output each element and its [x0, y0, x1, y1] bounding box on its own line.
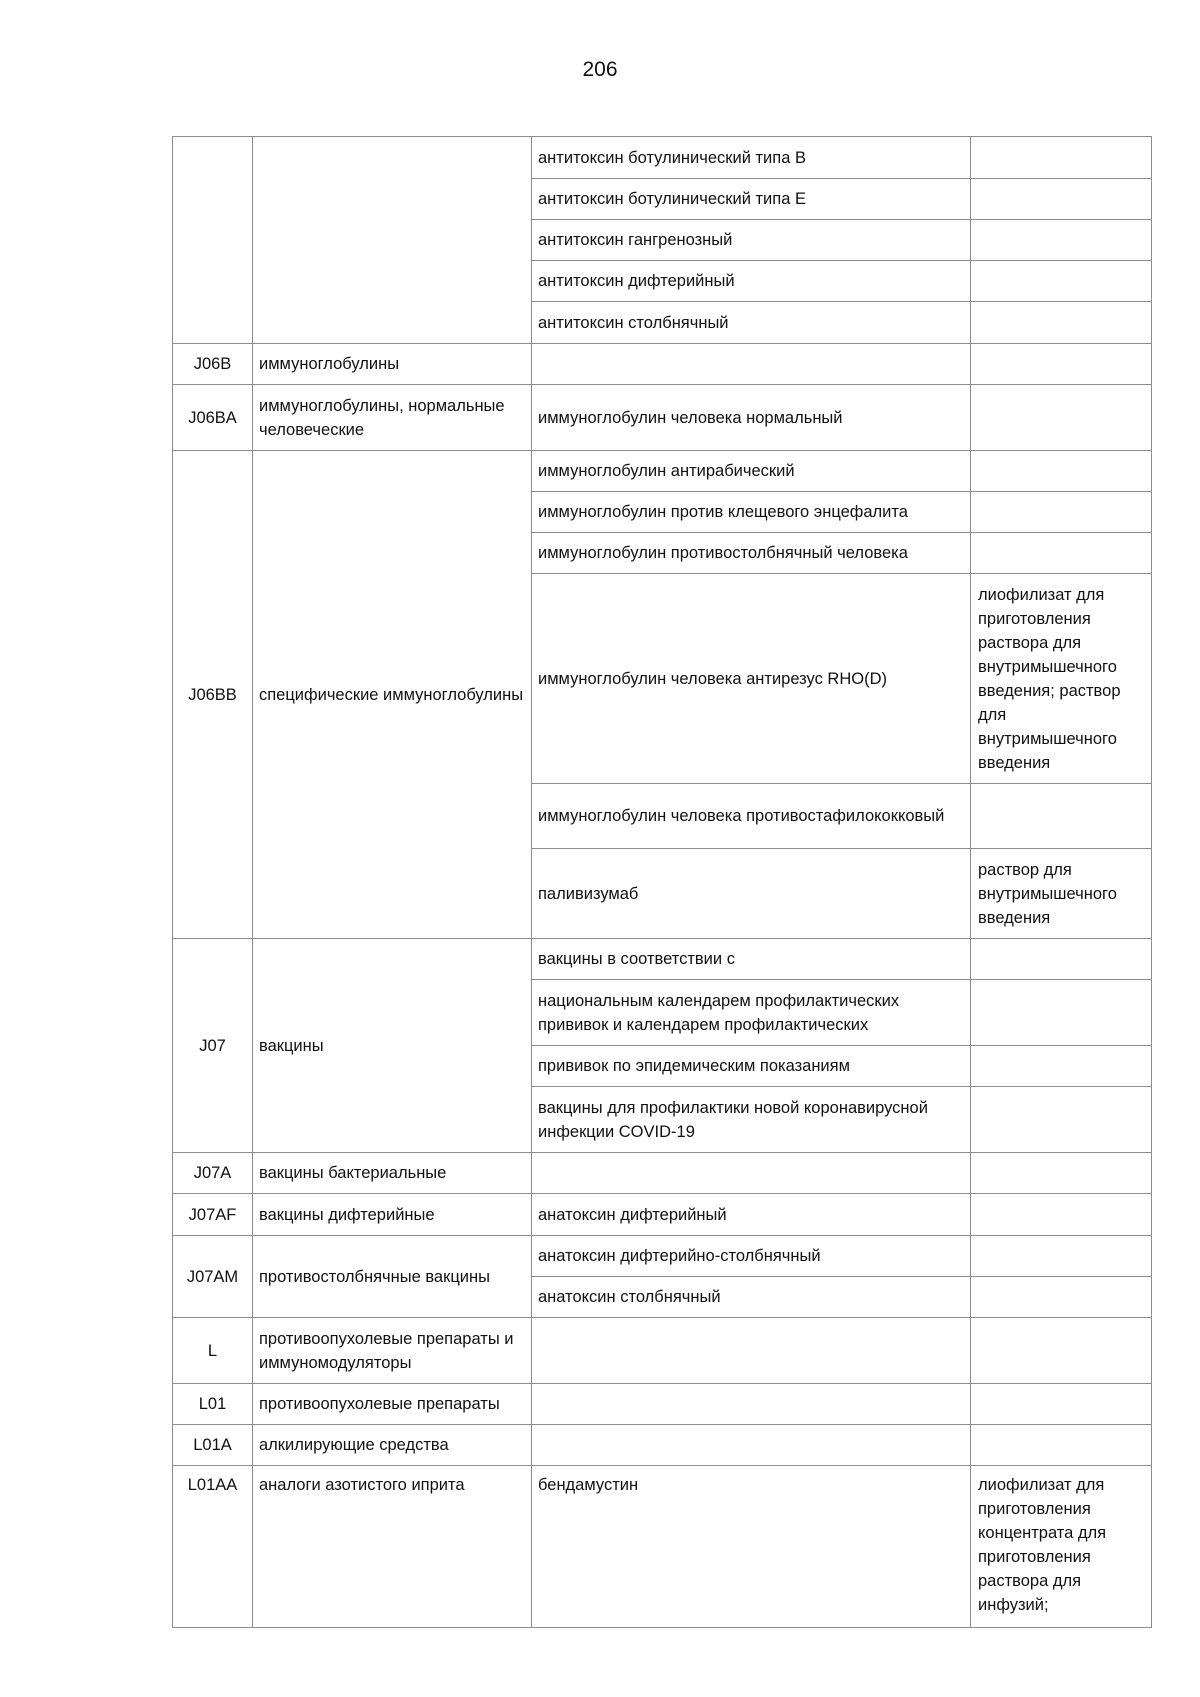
table-row [173, 1153, 1152, 1194]
table-row [173, 1425, 1152, 1466]
code-cell: J06BA [173, 385, 253, 451]
form-cell [971, 533, 1152, 574]
drug-cell: вакцины для профилактики новой коронавирусной инфекции COVID-19 [532, 1087, 971, 1153]
group-name-cell: вакцины [253, 939, 532, 1153]
code-cell: J07AM [173, 1236, 253, 1318]
drug-cell: иммуноглобулин человека противостафилококковый [532, 784, 971, 849]
group-name-cell: иммуноглобулины, нормальные человеческие [253, 385, 532, 451]
group-name-cell: противоопухолевые препараты [253, 1384, 532, 1425]
form-cell [971, 220, 1152, 261]
drug-cell: прививок по эпидемическим показаниям [532, 1046, 971, 1087]
form-cell [971, 179, 1152, 220]
table-row [173, 939, 1152, 980]
group-name-cell: противостолбнячные вакцины [253, 1236, 532, 1318]
group-name-cell [253, 137, 532, 344]
drug-cell: иммуноглобулин против клещевого энцефалита [532, 492, 971, 533]
drug-cell: анатоксин столбнячный [532, 1277, 971, 1318]
code-cell [173, 137, 253, 344]
table-row [173, 1194, 1152, 1236]
form-cell [971, 492, 1152, 533]
drug-cell: национальным календарем профилактических прививок и календарем профилактических [532, 980, 971, 1046]
form-cell [971, 980, 1152, 1046]
group-name-cell: иммуноглобулины [253, 344, 532, 385]
drug-cell: антитоксин ботулинический типа B [532, 137, 971, 179]
table-row [173, 1318, 1152, 1384]
drug-cell: вакцины в соответствии с [532, 939, 971, 980]
drug-cell: иммуноглобулин человека антирезус RHO(D) [532, 574, 971, 784]
form-cell [971, 1087, 1152, 1153]
code-cell: J06BB [173, 451, 253, 939]
form-cell [971, 261, 1152, 302]
form-cell [971, 344, 1152, 385]
drug-cell: иммуноглобулин антирабический [532, 451, 971, 492]
form-cell [971, 385, 1152, 451]
drug-cell [532, 1318, 971, 1384]
group-name-cell: специфические иммуноглобулины [253, 451, 532, 939]
drug-cell: анатоксин дифтерийно-столбнячный [532, 1236, 971, 1277]
drug-cell: иммуноглобулин человека нормальный [532, 385, 971, 451]
form-cell [971, 939, 1152, 980]
drug-cell: иммуноглобулин противостолбнячный человека [532, 533, 971, 574]
form-cell [971, 784, 1152, 849]
code-cell: J07AF [173, 1194, 253, 1236]
group-name-cell: вакцины дифтерийные [253, 1194, 532, 1236]
table-row [173, 1236, 1152, 1277]
form-cell [971, 1384, 1152, 1425]
form-cell [971, 1425, 1152, 1466]
table-row [173, 1384, 1152, 1425]
code-cell: L01AA [173, 1466, 253, 1628]
drug-cell: антитоксин дифтерийный [532, 261, 971, 302]
table-row [173, 451, 1152, 492]
code-cell: L01 [173, 1384, 253, 1425]
form-cell: лиофилизат для приготовления раствора для внутримышечного введения; раствор для внутримышечного введения [971, 574, 1152, 784]
form-cell [971, 451, 1152, 492]
group-name-cell: алкилирующие средства [253, 1425, 532, 1466]
group-name-cell: аналоги азотистого иприта [253, 1466, 532, 1628]
group-name-cell: противоопухолевые препараты и иммуномодуляторы [253, 1318, 532, 1384]
form-cell [971, 302, 1152, 344]
form-cell [971, 1046, 1152, 1087]
drug-cell [532, 1425, 971, 1466]
drug-cell [532, 344, 971, 385]
drug-cell: антитоксин ботулинический типа E [532, 179, 971, 220]
drug-cell: антитоксин гангренозный [532, 220, 971, 261]
form-cell [971, 1318, 1152, 1384]
code-cell: L01A [173, 1425, 253, 1466]
drug-cell: бендамустин [532, 1466, 971, 1628]
code-cell: J07 [173, 939, 253, 1153]
drug-cell [532, 1153, 971, 1194]
form-cell [971, 137, 1152, 179]
table-row [173, 385, 1152, 451]
code-cell: L [173, 1318, 253, 1384]
table-row [173, 137, 1152, 179]
group-name-cell: вакцины бактериальные [253, 1153, 532, 1194]
form-cell [971, 1236, 1152, 1277]
form-cell: лиофилизат для приготовления концентрата для приготовления раствора для инфузий; [971, 1466, 1152, 1628]
code-cell: J06B [173, 344, 253, 385]
form-cell: раствор для внутримышечного введения [971, 849, 1152, 939]
table-row [173, 344, 1152, 385]
drug-cell: антитоксин столбнячный [532, 302, 971, 344]
drug-cell: паливизумаб [532, 849, 971, 939]
form-cell [971, 1194, 1152, 1236]
drug-table [172, 136, 1152, 1628]
form-cell [971, 1153, 1152, 1194]
drug-cell: анатоксин дифтерийный [532, 1194, 971, 1236]
table-row [173, 1466, 1152, 1628]
drug-cell [532, 1384, 971, 1425]
code-cell: J07A [173, 1153, 253, 1194]
form-cell [971, 1277, 1152, 1318]
page-number: 206 [582, 58, 618, 81]
